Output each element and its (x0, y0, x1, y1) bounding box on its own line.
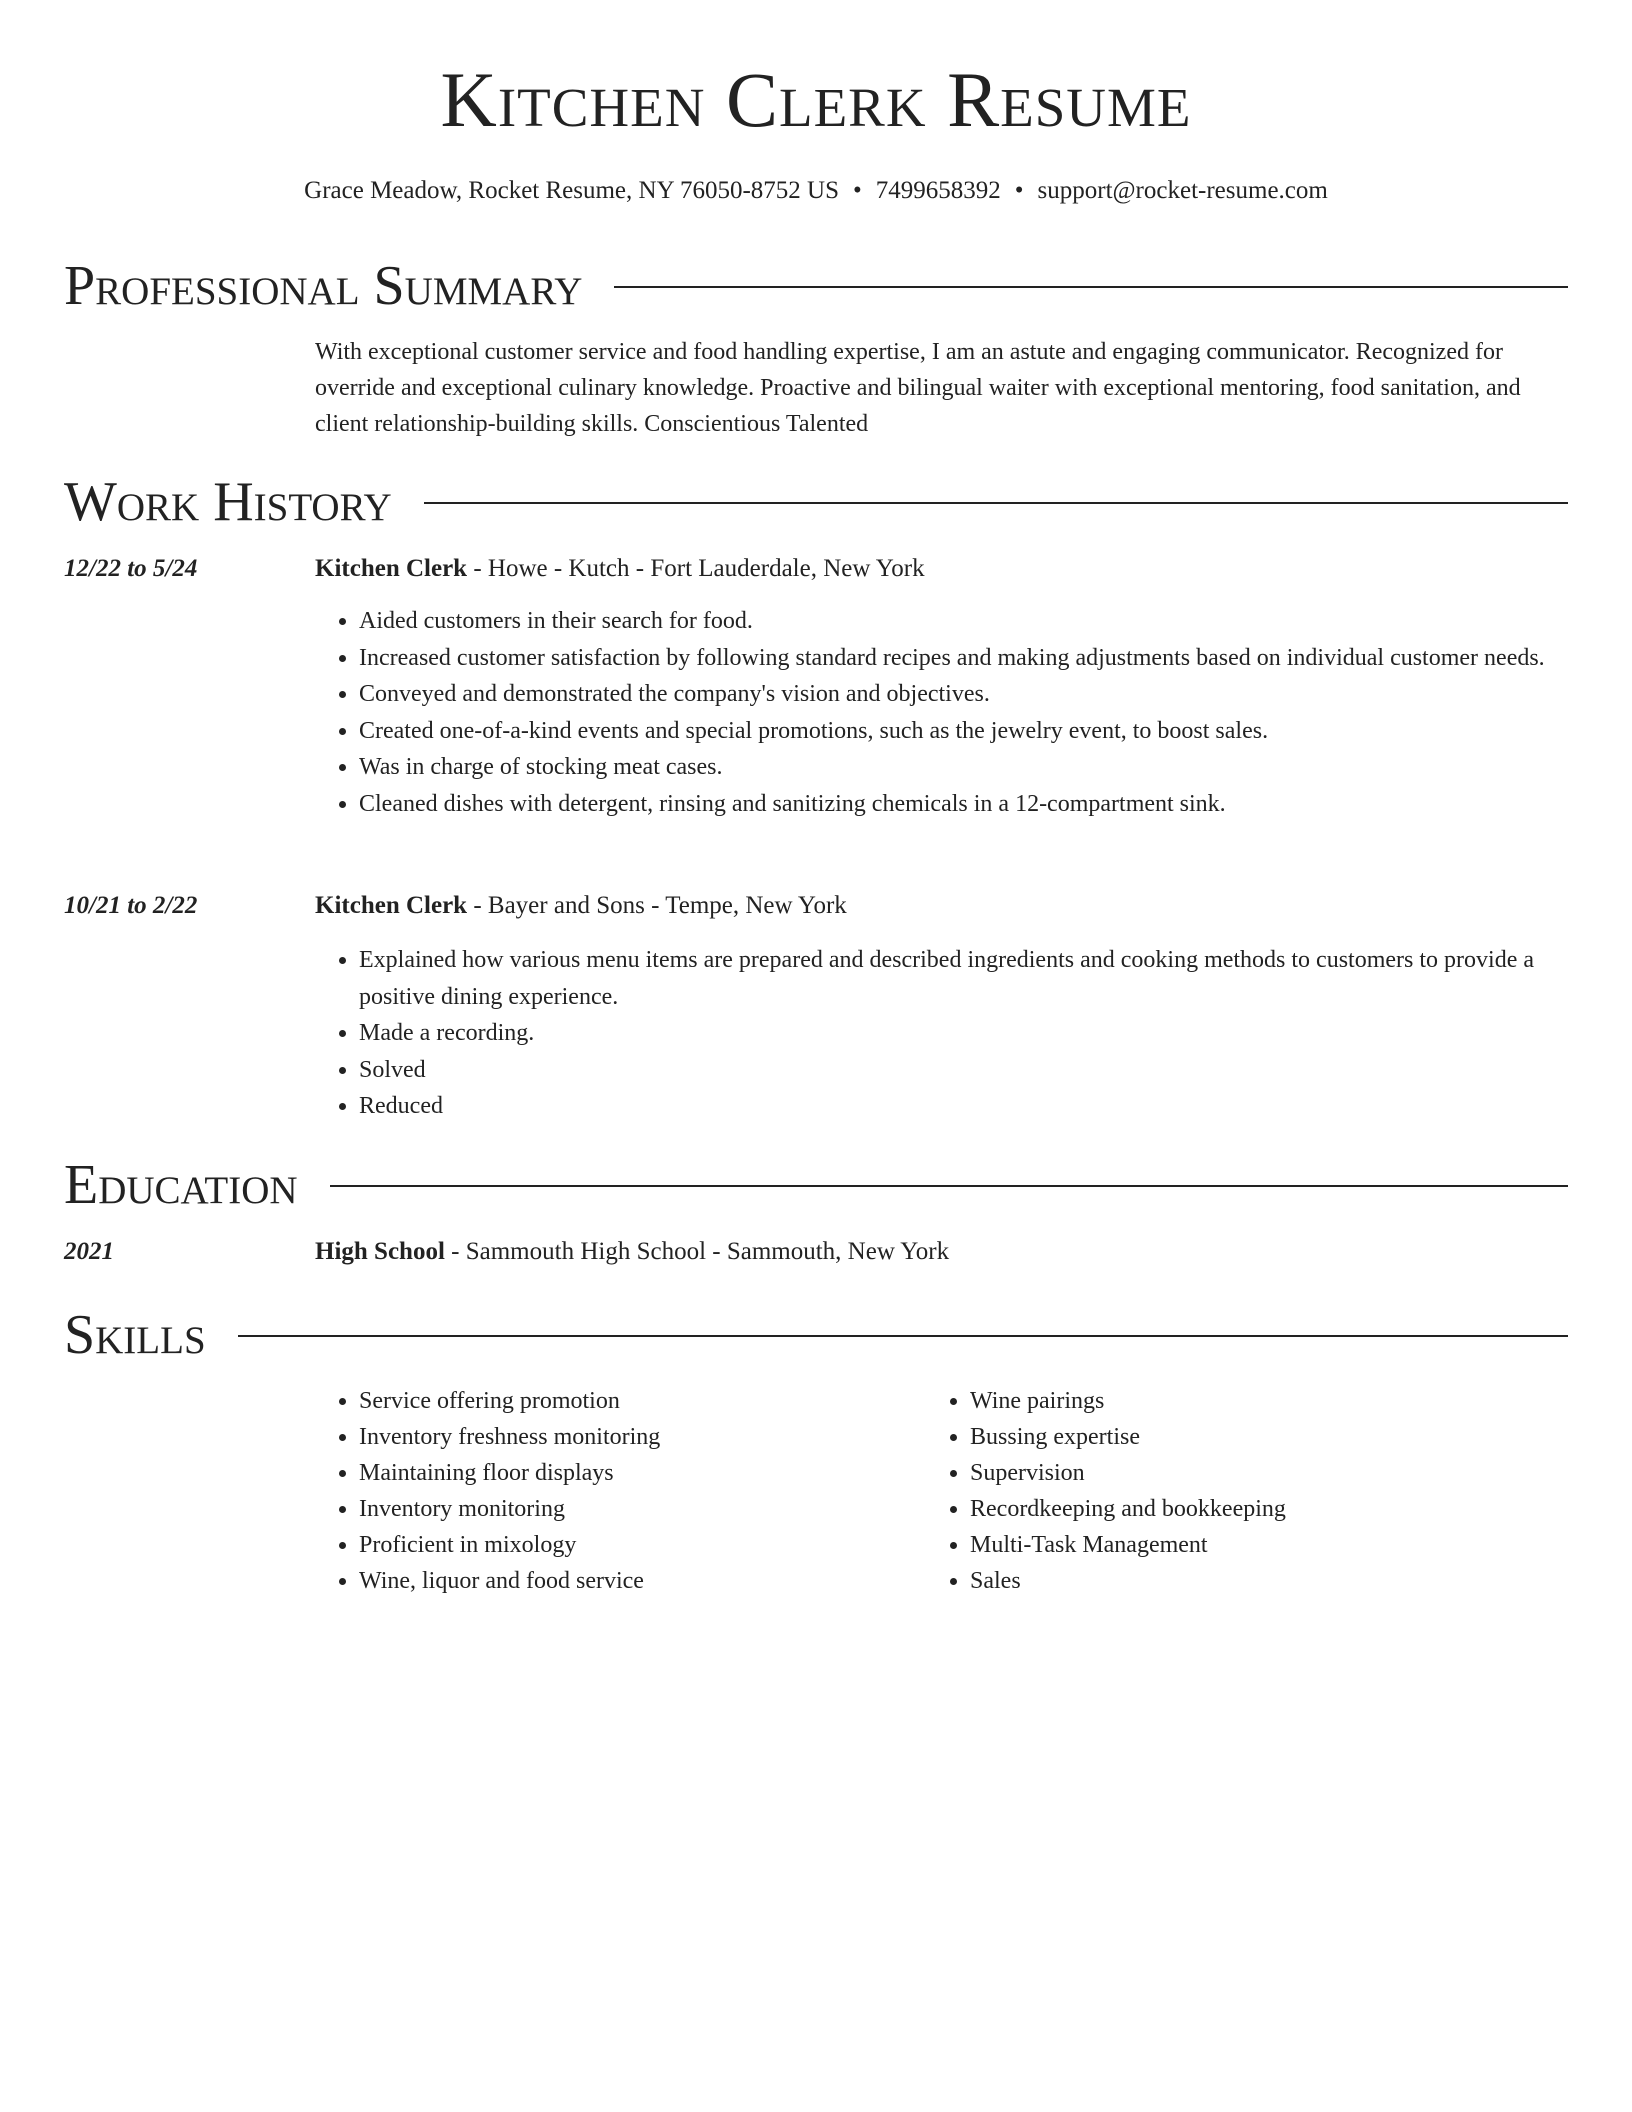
skills-list-right (926, 1383, 1540, 1599)
job-bullets (315, 603, 1612, 822)
skill-item: • Wine pairings (970, 1383, 1540, 1419)
list-item: • Increased customer satisfaction by following standard recipes and making adjustments based on individual customer needs. (359, 640, 1612, 677)
job-title: Kitchen Clerk (315, 892, 468, 919)
contact-separator: • (853, 177, 862, 204)
job-bullets (315, 942, 1612, 1125)
skill-item: • Recordkeeping and bookkeeping (970, 1491, 1540, 1527)
list-item: • Conveyed and demonstrated the company's vision and objectives. (359, 676, 1612, 713)
skill-item: • Service offering promotion (359, 1383, 929, 1419)
job-title-line (315, 888, 847, 924)
list-item: • Created one-of-a-kind events and special promotions, such as the jewelry event, to boost sales. (359, 713, 1612, 750)
list-item: • Made a recording. (359, 1015, 1612, 1052)
job-details: - Bayer and Sons - Tempe, New York (467, 892, 847, 919)
skill-item: • Sales (970, 1563, 1540, 1599)
section-divider (424, 502, 1568, 504)
work-heading-label: Work History (64, 471, 392, 533)
skill-item: • Maintaining floor displays (359, 1455, 929, 1491)
skill-item: • Wine, liquor and food service (359, 1563, 929, 1599)
summary-text: With exceptional customer service and food handling expertise, I am an astute and engaging communicator. Recognized for override and exceptional culinary knowledge. Proactive and bilingual waiter with exceptional mentoring, food sanitation, and client relationship-building skills. Conscientious Talented (315, 339, 1521, 437)
skills-section-heading (64, 1303, 1568, 1367)
section-divider (330, 1185, 1568, 1187)
job-dates: 10/21 to 2/22 (64, 892, 198, 919)
contact-address: Grace Meadow, Rocket Resume, NY 76050-8752 US (304, 177, 839, 204)
skill-item: • Multi-Task Management (970, 1527, 1540, 1563)
section-divider (614, 286, 1568, 288)
skills-list-left (315, 1383, 929, 1599)
skill-item: • Inventory freshness monitoring (359, 1419, 929, 1455)
summary-section-heading (64, 254, 1568, 318)
skill-item: • Bussing expertise (970, 1419, 1540, 1455)
list-item: • Was in charge of stocking meat cases. (359, 749, 1612, 786)
job-dates: 12/22 to 5/24 (64, 555, 198, 582)
contact-separator: • (1014, 177, 1024, 204)
education-heading-label: Education (64, 1154, 298, 1216)
skill-item: • Supervision (970, 1455, 1540, 1491)
contact-line (64, 174, 1568, 208)
job-title-line (315, 551, 925, 587)
resume-title: Kitchen Clerk Resume (440, 56, 1192, 143)
job-title: Kitchen Clerk (315, 555, 468, 582)
education-section-heading (64, 1153, 1568, 1217)
contact-email: support@rocket-resume.com (1037, 177, 1328, 204)
skill-item: • Proficient in mixology (359, 1527, 929, 1563)
skill-item: • Inventory monitoring (359, 1491, 929, 1527)
list-item: • Reduced (359, 1088, 1612, 1125)
contact-phone: 7499658392 (875, 177, 1001, 204)
list-item: • Explained how various menu items are prepared and described ingredients and cooking methods to customers to provide a positive dining experience. (359, 942, 1612, 1015)
education-line (315, 1234, 949, 1270)
skills-heading-label: Skills (64, 1304, 206, 1366)
education-degree: High School (315, 1238, 445, 1265)
job-details: - Howe - Kutch - Fort Lauderdale, New York (467, 555, 925, 582)
education-details: - Sammouth High School - Sammouth, New York (444, 1238, 950, 1265)
list-item: • Aided customers in their search for food. (359, 603, 1612, 640)
list-item: • Cleaned dishes with detergent, rinsing and sanitizing chemicals in a 12-compartment sink. (359, 786, 1612, 823)
list-item: • Solved (359, 1052, 1612, 1089)
education-year: 2021 (64, 1238, 114, 1265)
work-section-heading (64, 470, 1568, 534)
summary-heading-label: Professional Summary (64, 255, 583, 317)
section-divider (238, 1335, 1568, 1337)
